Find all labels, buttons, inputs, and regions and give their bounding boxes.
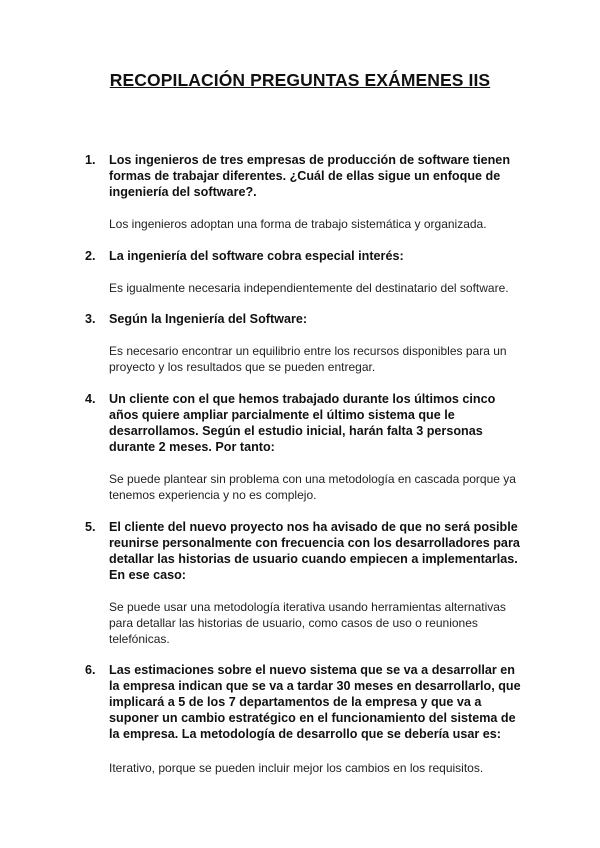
question-item [85,519,528,583]
question-text: Un cliente con el que hemos trabajado durante los últimos cinco años quiere ampliar parcialmente el último sistema que le desarrollamos. Según el estudio inicial, harán falta 3 personas durante 2 meses. Por tanto: [109,392,496,454]
question-number: 4. [85,392,96,406]
question-text: Las estimaciones sobre el nuevo sistema que se va a desarrollar en la empresa indican que se va a tardar 30 meses en desarrollarlo, que implicará a 5 de los 7 departamentos de la empresa y que va a suponer un cambio estratégico en el funcionamiento del sistema de la empresa. La metodología de desarrollo que se debería usar es: [109,663,521,741]
question-item [85,248,528,264]
answer-text: Es igualmente necesaria independientemente del destinatario del software. [109,281,509,295]
question-number: 2. [85,249,96,263]
question-item [85,662,528,742]
answer-text: Iterativo, porque se pueden incluir mejor los cambios en los requisitos. [109,761,484,775]
question-number: 6. [85,663,96,677]
question-text: Según la Ingeniería del Software: [109,312,308,326]
question-number: 1. [85,153,96,167]
page-title: RECOPILACIÓN PREGUNTAS EXÁMENES IIS [109,70,491,90]
answer-text: Se puede usar una metodología iterativa usando herramientas alternativas para detallar las historias de usuario, como casos de uso o reuniones telefónicas. [109,600,506,646]
answer-text: Los ingenieros adoptan una forma de trabajo sistemática y organizada. [109,217,487,231]
question-text: Los ingenieros de tres empresas de producción de software tienen formas de trabajar diferentes. ¿Cuál de ellas sigue un enfoque de ingeniería del software?. [109,153,511,199]
question-text: La ingeniería del software cobra especial interés: [109,249,404,263]
answer-text: Es necesario encontrar un equilibrio entre los recursos disponibles para un proyecto y los resultados que se pueden entregar. [109,344,507,374]
question-item [85,152,528,200]
question-number: 5. [85,520,96,534]
question-text: El cliente del nuevo proyecto nos ha avisado de que no será posible reunirse personalmente con frecuencia con los desarrolladores para detallar las historias de usuario cuando empiecen a implementarlas. En ese caso: [109,520,520,582]
question-item [85,391,528,455]
question-number: 3. [85,312,96,326]
question-item [85,311,528,327]
answer-text: Se puede plantear sin problema con una metodología en cascada porque ya tenemos experiencia y no es complejo. [109,472,516,502]
